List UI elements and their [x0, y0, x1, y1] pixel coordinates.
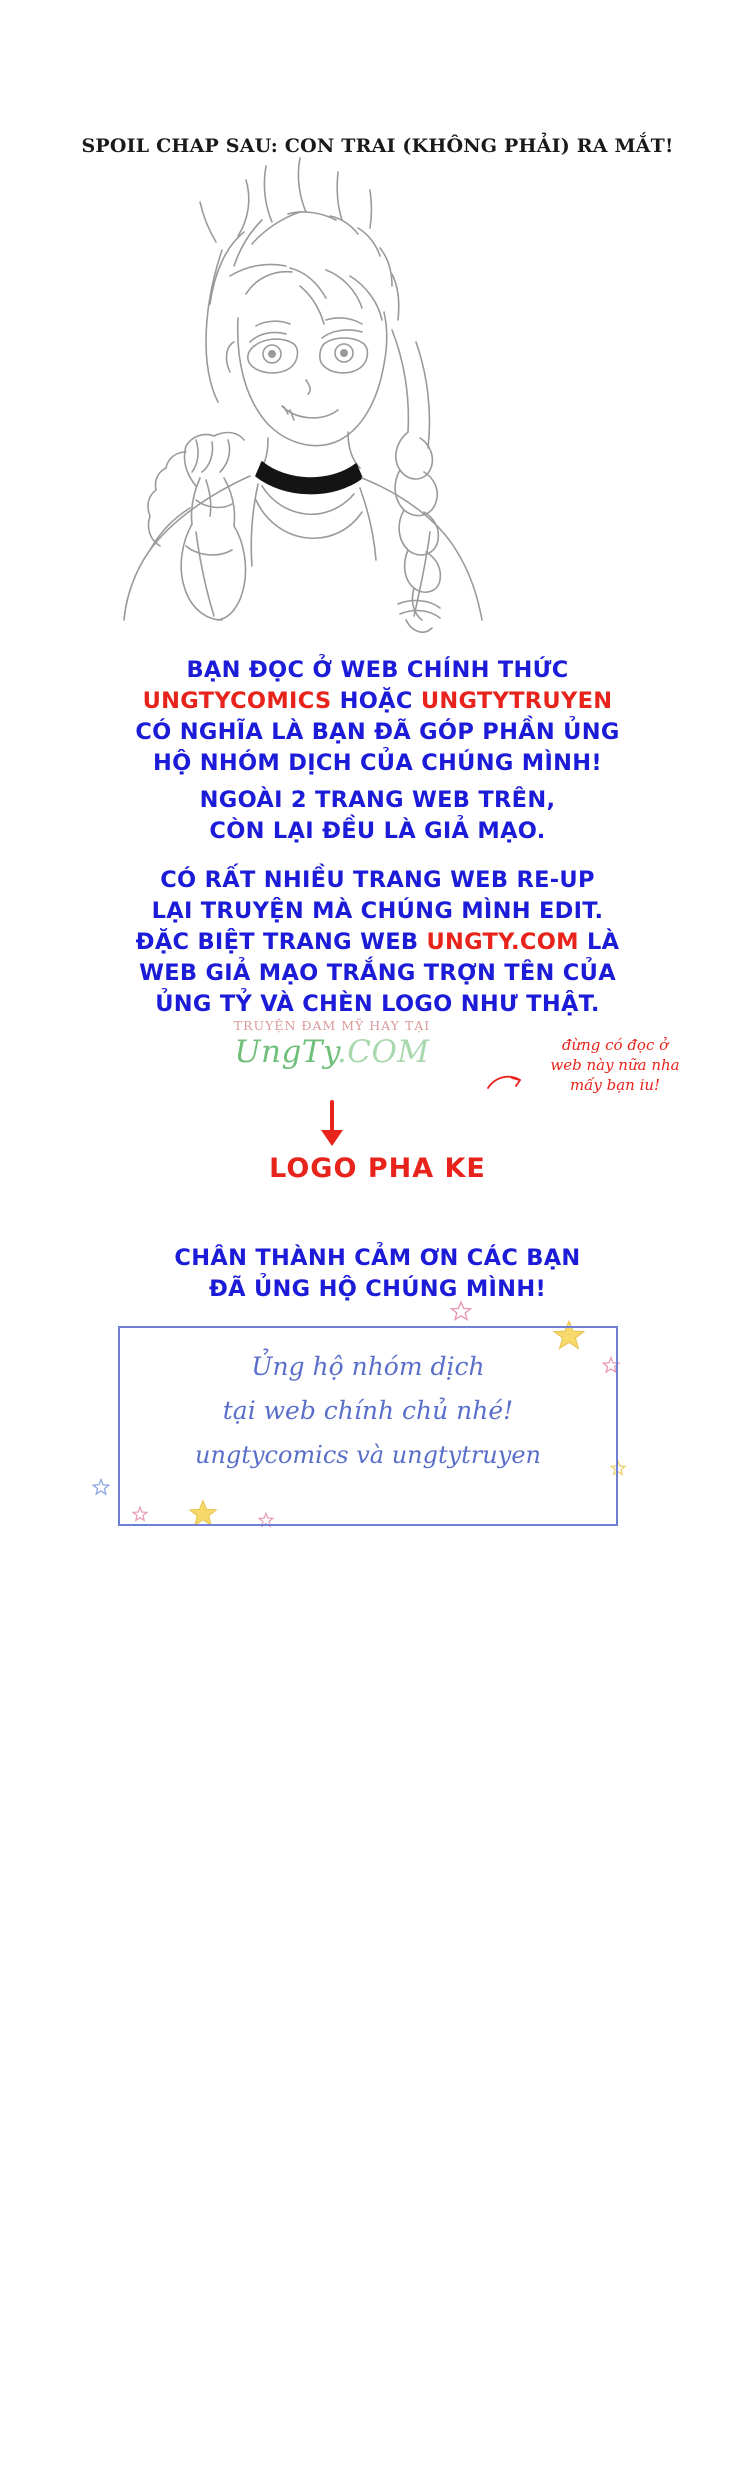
msg4-line2: ĐÃ ỦNG HỘ CHÚNG MÌNH! [208, 1276, 547, 1302]
msg1-line4: HỘ NHÓM DỊCH CỦA CHÚNG MÌNH! [153, 750, 602, 776]
fake-logo-caption: LOGO PHA KE [269, 1153, 486, 1184]
character-illustration [0, 80, 755, 650]
support-message [118, 1345, 618, 1477]
msg3-line3-a: ĐẶC BIỆT TRANG WEB [135, 929, 427, 955]
fake-site-name: UNGTY.COM [426, 929, 579, 955]
msg3-line3 [0, 927, 755, 958]
msg3-line2: LẠI TRUYỆN MÀ CHÚNG MÌNH EDIT. [151, 898, 604, 924]
fake-logo-name-main: UngTy [234, 1034, 337, 1070]
fake-logo-tagline: TRUYỆN ĐAM MỸ HAY TẠI [233, 1018, 431, 1033]
message-block-official-web [0, 655, 755, 779]
msg1-line1: BẠN ĐỌC Ở WEB CHÍNH THỨC [186, 657, 569, 683]
msg1-line2-sep: HOẶC [331, 688, 421, 714]
msg3-line1: CÓ RẤT NHIỀU TRANG WEB RE-UP [160, 867, 595, 893]
msg3-line3-c: LÀ [578, 929, 620, 955]
hand-note-line1: đừng có đọc ở [561, 1036, 669, 1054]
fake-logo-name-tld: .COM [336, 1034, 430, 1070]
support-line2: tại web chính chủ nhé! [222, 1396, 514, 1425]
down-arrow-icon [317, 1100, 347, 1150]
message-block-only-two-sites [0, 785, 755, 847]
site-name-ungtytruyen: UNGTYTRUYEN [420, 688, 613, 714]
fake-logo-name [212, 1034, 452, 1070]
message-block-thanks [0, 1243, 755, 1305]
msg3-line4: WEB GIẢ MẠO TRẮNG TRỢN TÊN CỦA [139, 960, 616, 986]
spoiler-banner: SPOIL CHAP SAU: CON TRAI (KHÔNG PHẢI) RA MẮT! [81, 135, 674, 157]
handwritten-warning-note [520, 1035, 710, 1095]
hand-note-line3: mấy bạn iu! [569, 1076, 661, 1094]
msg3-line5: ỦNG TỶ VÀ CHÈN LOGO NHƯ THẬT. [155, 991, 600, 1017]
support-line3: ungtycomics và ungtytruyen [195, 1441, 541, 1469]
hand-note-line2: web này nữa nha [550, 1056, 680, 1074]
msg1-line3: CÓ NGHĨA LÀ BẠN ĐÃ GÓP PHẦN ỦNG [135, 719, 620, 745]
msg1-line2 [0, 686, 755, 717]
msg4-line1: CHÂN THÀNH CẢM ƠN CÁC BẠN [174, 1245, 581, 1271]
curved-arrow-icon [486, 1072, 526, 1092]
site-name-ungtycomics: UNGTYCOMICS [142, 688, 332, 714]
msg2-line1: NGOÀI 2 TRANG WEB TRÊN, [199, 787, 556, 813]
page-bottom-whitespace [0, 1560, 755, 2473]
message-block-reup-warning [0, 865, 755, 1020]
msg2-line2: CÒN LẠI ĐỀU LÀ GIẢ MẠO. [209, 818, 546, 844]
star-decoration-blue-left [92, 1478, 110, 1500]
support-line1: Ủng hộ nhóm dịch [251, 1352, 485, 1381]
